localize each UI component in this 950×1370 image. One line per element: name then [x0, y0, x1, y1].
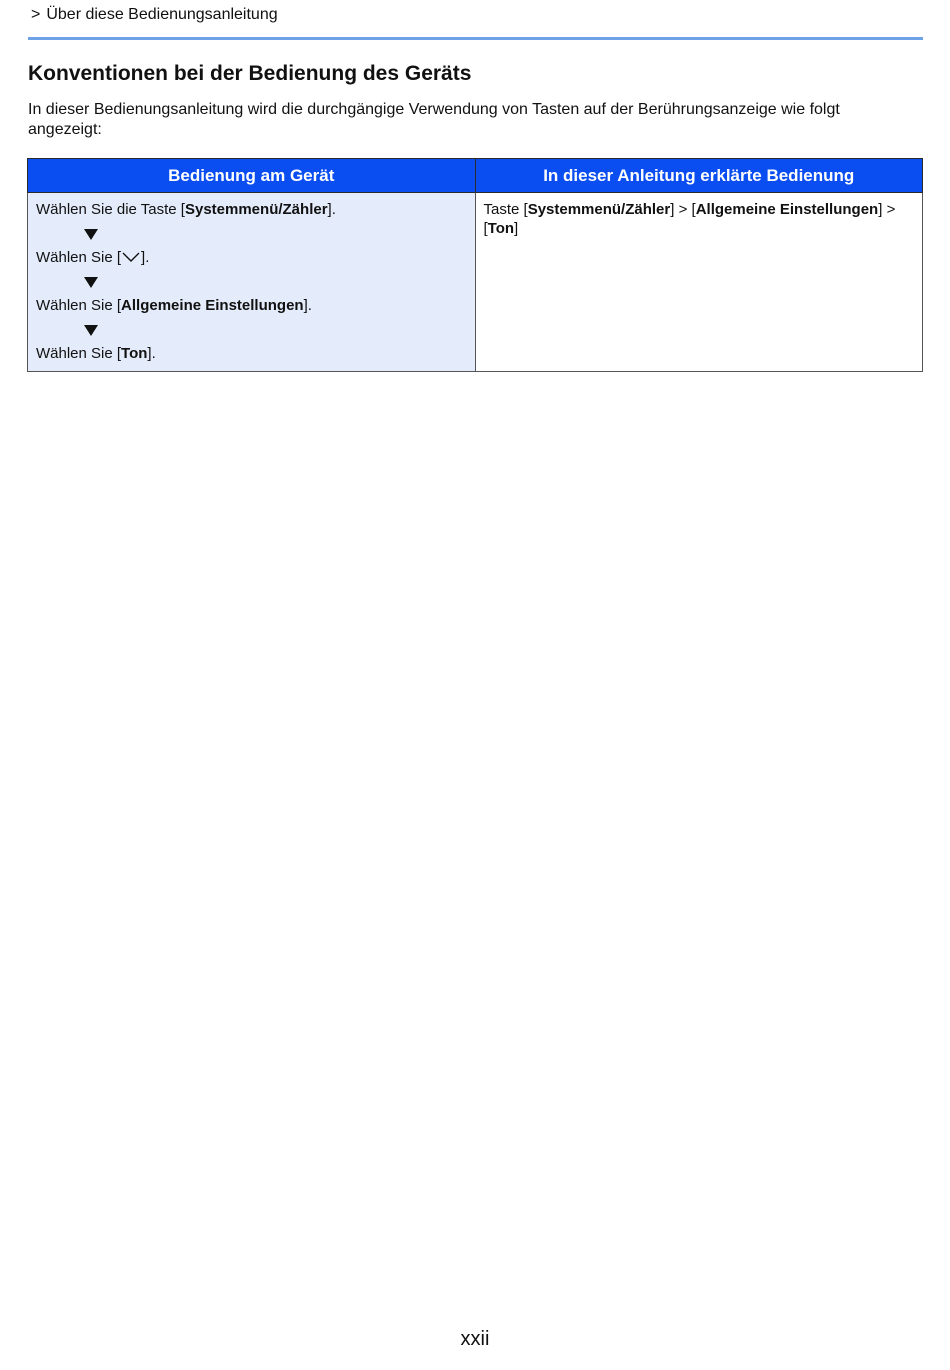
device-steps-cell — [28, 193, 476, 372]
step-3-key: Allgemeine Einstellungen — [121, 297, 304, 314]
manual-path-suffix: ] — [514, 220, 519, 237]
header-device-operation: Bedienung am Gerät — [28, 159, 476, 193]
conventions-table — [27, 158, 923, 372]
header-rule — [28, 37, 923, 40]
manual-path-sep-2: ] > [ — [483, 201, 896, 237]
breadcrumb-separator: > — [31, 6, 41, 23]
manual-path-key-1: Systemmenü/Zähler — [527, 201, 671, 218]
step-4-key: Ton — [121, 345, 148, 362]
step-1-suffix: ]. — [327, 201, 336, 218]
page-title: Konventionen bei der Bedienung des Geräts — [28, 62, 472, 85]
header-manual-operation: In dieser Anleitung erklärte Bedienung — [475, 159, 923, 193]
step-2 — [36, 248, 467, 267]
manual-path-prefix: Taste [ — [483, 201, 528, 218]
down-triangle-icon — [84, 219, 98, 248]
step-4 — [36, 344, 467, 363]
breadcrumb[interactable] — [31, 6, 278, 24]
step-3 — [36, 296, 467, 315]
table-header-row — [28, 159, 923, 193]
step-2-prefix: Wählen Sie [ — [36, 249, 122, 266]
step-2-suffix: ]. — [141, 249, 150, 266]
down-triangle-icon — [84, 315, 98, 344]
intro-paragraph: In dieser Bedienungsanleitung wird die durchgängige Verwendung von Tasten auf der Berührungsanzeige wie folgt angezeigt: — [28, 101, 840, 138]
manual-path-key-2: Allgemeine Einstellungen — [695, 201, 879, 218]
chevron-down-icon — [121, 251, 141, 263]
page-number: xxii — [460, 1328, 490, 1350]
down-triangle-icon — [84, 267, 98, 296]
step-3-prefix: Wählen Sie [ — [36, 297, 122, 314]
step-1-prefix: Wählen Sie die Taste [ — [36, 201, 185, 218]
step-4-prefix: Wählen Sie [ — [36, 345, 122, 362]
manual-path-key-3: Ton — [487, 220, 515, 237]
breadcrumb-label[interactable]: Über diese Bedienungsanleitung — [46, 6, 278, 23]
step-4-suffix: ]. — [147, 345, 156, 362]
manual-path-sep-1: ] > [ — [670, 201, 696, 218]
step-1-key: Systemmenü/Zähler — [184, 201, 328, 218]
manual-path-cell — [475, 193, 923, 372]
step-3-suffix: ]. — [303, 297, 312, 314]
step-1 — [36, 200, 467, 219]
table-row — [28, 193, 923, 372]
